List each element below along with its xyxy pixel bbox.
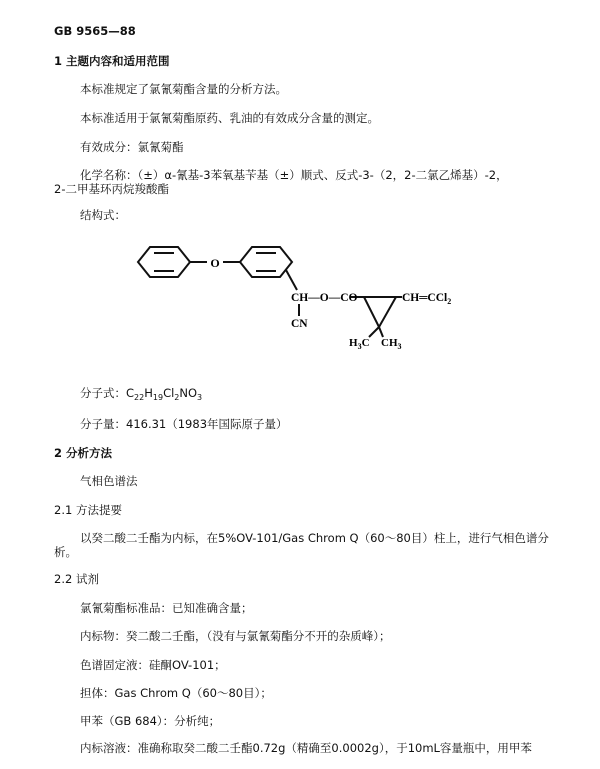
paragraph-applicability: 本标准适用于氯氰菊酯原药、乳油的有效成分含量的测定。: [80, 111, 379, 125]
section-2-1-title: 2.1 方法提要: [54, 503, 122, 517]
molecular-mass: 分子量：416.31（1983年国际原子量）: [80, 417, 288, 431]
phenyl-ring-left: [138, 247, 190, 277]
cyclopropane-ring: [364, 297, 396, 327]
methyl-left-c: C: [361, 337, 370, 349]
methyl-left-sub: 3: [357, 342, 362, 351]
oxygen-bridge: O: [210, 256, 220, 270]
formula-c: C: [126, 386, 135, 400]
reagent-standard: 氯氰菊酯标准品：已知准确含量；: [80, 601, 253, 615]
method-summary-line-2: 析。: [54, 545, 77, 559]
cyano-group: CN: [291, 318, 308, 330]
reagent-internal-standard: 内标物：癸二酸二壬酯，（没有与氯氰菊酯分不开的杂质峰）；: [80, 629, 391, 643]
methyl-left: [349, 337, 370, 351]
formula-cl-count: 2: [174, 393, 180, 402]
chemical-name-line-1: 化学名称：（±）α-氰基-3苯氧基苄基（±）顺式、反式-3-（2，2-二氯乙烯基）-2，: [80, 168, 508, 182]
method-summary-line-1: 以癸二酸二壬酯为内标，在5%OV-101/Gas Chrom Q（60～80目）柱上，进行气相色谱分: [80, 531, 549, 545]
reagent-support: 担体：Gas Chrom Q（60～80目）；: [80, 686, 272, 700]
formula-no: NO: [179, 386, 198, 400]
section-2-title: 2 分析方法: [54, 446, 113, 460]
vinyl-main: CH═CCl: [402, 292, 448, 304]
vinyl-subscript: 2: [447, 297, 452, 306]
formula-cl: Cl: [163, 386, 175, 400]
vinyl-group: [402, 292, 451, 306]
formula-h-count: 19: [152, 393, 164, 402]
paragraph-scope: 本标准规定了氯氰菊酯含量的分析方法。: [80, 82, 287, 96]
chemical-name-line-2: 2-二甲基环丙烷羧酸酯: [54, 182, 169, 196]
molecular-formula: [80, 386, 202, 405]
standard-code: GB 9565—88: [54, 24, 136, 38]
section-2-2-title: 2.2 试剂: [54, 572, 99, 586]
methyl-right-sub: 3: [397, 342, 402, 351]
reagent-stationary-liquid: 色谱固定液：硅酮OV-101；: [80, 658, 226, 672]
formula-label: 分子式：: [80, 386, 126, 400]
paragraph-active-ingredient: 有效成分：氯氰菊酯: [80, 140, 184, 154]
formula-o-count: 3: [197, 393, 203, 402]
phenyl-ring-right: [240, 247, 292, 277]
methyl-right: [381, 337, 402, 351]
reagent-internal-solution: 内标溶液：准确称取癸二酸二壬酯0.72g（精确至0.0002g），于10mL容量瓶中，用甲苯: [80, 741, 532, 755]
structure-label: 结构式：: [80, 208, 126, 222]
reagent-toluene: 甲苯（GB 684）：分析纯；: [80, 714, 221, 728]
section-1-title: 1 主题内容和适用范围: [54, 54, 170, 68]
ester-group: CH—O—CO: [291, 292, 358, 304]
formula-h: H: [144, 386, 153, 400]
formula-c-count: 22: [134, 393, 145, 402]
methyl-right-ch: CH: [381, 337, 398, 349]
methyl-left-h: H: [349, 337, 358, 349]
method-name: 气相色谱法: [80, 474, 138, 488]
